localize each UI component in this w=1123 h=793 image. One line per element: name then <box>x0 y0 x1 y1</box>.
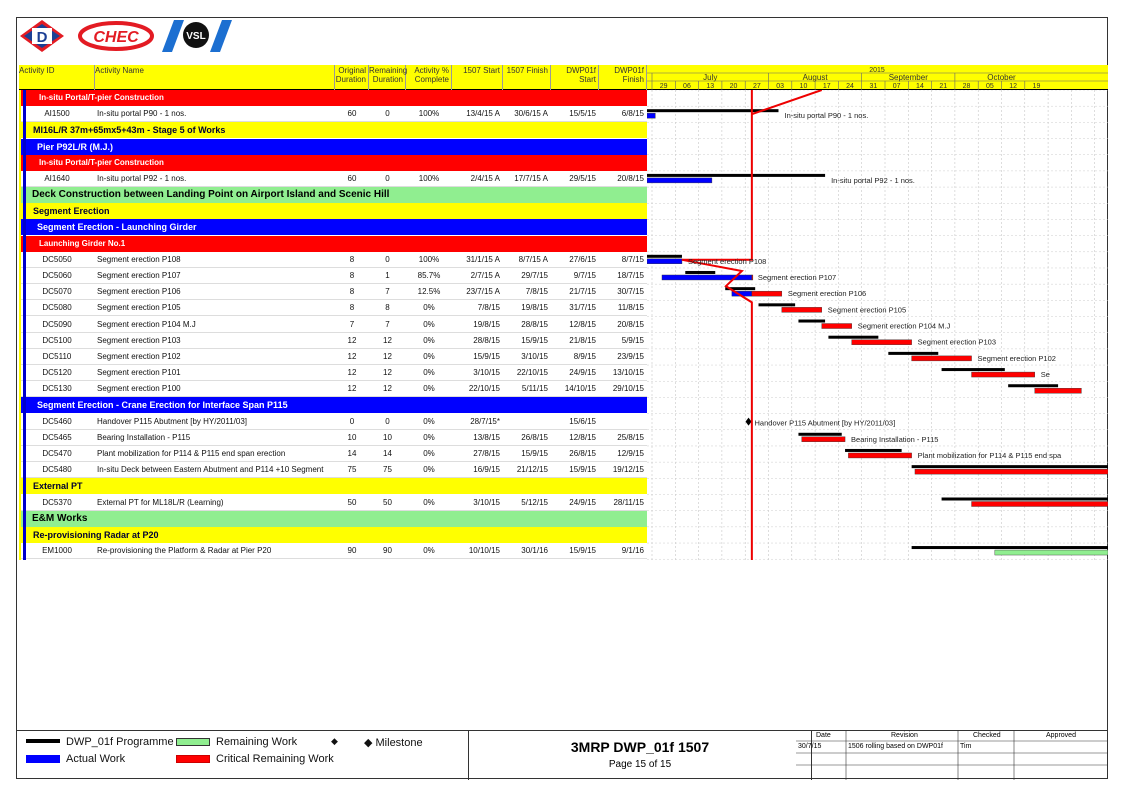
cell-dwp-finish: 8/7/15 <box>621 254 644 264</box>
gantt-bar-label: Bearing Installation - P115 <box>851 434 939 444</box>
revision-block <box>796 731 1108 780</box>
cell-activity-name: Re-provisioning the Platform & Radar at Pier P20 <box>97 546 272 556</box>
timeline-week: 20 <box>729 83 738 90</box>
cell-dwp-finish: 25/8/15 <box>617 432 644 442</box>
svg-text:D: D <box>36 29 48 46</box>
cell-original-duration: 75 <box>347 465 357 475</box>
group-band-yellow[interactable]: Segment Erection <box>19 203 647 219</box>
cell-activity-id: DC5070 <box>42 287 72 297</box>
gantt-baseline-bar <box>685 271 715 274</box>
legend-milestone: ◆ Milestone <box>364 737 423 749</box>
table-row[interactable] <box>19 430 647 446</box>
cell-finish-1507: 15/9/15 <box>521 448 548 458</box>
cell-remaining-duration: 90 <box>383 546 392 556</box>
cell-dwp-finish: 11/8/15 <box>617 303 644 313</box>
cell-dwp-finish: 13/10/15 <box>612 368 644 378</box>
cell-activity-id: DC5120 <box>42 368 72 378</box>
gantt-critical-bar <box>752 291 782 296</box>
gantt-bar-label: Se <box>1040 370 1050 380</box>
cell-start-1507: 28/7/15* <box>470 416 500 426</box>
table-row[interactable] <box>19 106 647 122</box>
timeline-week: 03 <box>776 83 785 90</box>
gantt-bar-label: In-situ portal P92 - 1 nos. <box>831 175 915 185</box>
cell-remaining-duration: 12 <box>383 351 392 361</box>
timeline-month: August <box>802 73 828 82</box>
cell-activity-id: DC5370 <box>42 497 72 507</box>
table-row[interactable] <box>19 333 647 349</box>
legend-milestone-glyph: ◆ <box>331 736 338 746</box>
cell-dwp-start: 21/8/15 <box>569 335 596 345</box>
gantt-critical-bar <box>972 502 1108 507</box>
gantt-critical-bar <box>752 275 753 280</box>
cell-activity-name: Handover P115 Abutment [by HY/2011/03] <box>97 416 248 426</box>
gantt-baseline-bar <box>759 303 796 306</box>
cell-dwp-finish: 30/7/15 <box>617 287 644 297</box>
cell-activity-name: Segment erection P100 <box>97 384 181 394</box>
cell-percent-complete: 0% <box>423 465 435 475</box>
table-row[interactable] <box>19 268 647 284</box>
cell-remaining-duration: 10 <box>383 432 392 442</box>
cell-finish-1507: 7/8/15 <box>525 287 548 297</box>
timeline-week: 05 <box>985 83 994 90</box>
gantt-actual-bar <box>647 259 682 264</box>
cell-dwp-start: 12/8/15 <box>569 432 596 442</box>
cell-original-duration: 12 <box>347 384 357 394</box>
cell-dwp-start: 15/9/15 <box>569 546 596 556</box>
cell-activity-name: In-situ portal P92 - 1 nos. <box>97 173 187 183</box>
timeline-week: 07 <box>892 83 901 90</box>
table-row[interactable] <box>19 171 647 187</box>
cell-activity-id: DC5480 <box>42 465 72 475</box>
cell-dwp-start: 14/10/15 <box>564 384 596 394</box>
page-number: Page 15 of 15 <box>608 759 672 770</box>
cell-dwp-finish: 28/11/15 <box>613 497 644 507</box>
col-dwp-start[interactable]: DWP01f Start <box>551 65 599 90</box>
cell-activity-name: Segment erection P108 <box>97 254 181 264</box>
gantt-baseline-bar <box>647 255 682 258</box>
cell-dwp-finish: 20/8/15 <box>617 173 644 183</box>
cell-percent-complete: 0% <box>423 319 435 329</box>
cell-dwp-start: 31/7/15 <box>569 303 596 313</box>
col-dwp-finish[interactable]: DWP01f Finish <box>599 65 647 90</box>
table-row[interactable] <box>19 414 647 430</box>
cell-activity-name: Segment erection P101 <box>97 368 181 378</box>
cell-percent-complete: 100% <box>418 109 440 119</box>
gantt-actual-bar <box>662 275 752 280</box>
gantt-baseline-bar <box>828 336 878 339</box>
cell-activity-name: Segment erection P102 <box>97 351 181 361</box>
footer <box>16 730 1108 780</box>
cell-start-1507: 16/9/15 <box>473 465 500 475</box>
cell-dwp-start: 9/7/15 <box>573 270 596 280</box>
cell-original-duration: 12 <box>347 351 357 361</box>
timeline-week: 31 <box>869 83 878 90</box>
cell-dwp-finish: 6/8/15 <box>621 109 644 119</box>
group-band-blue[interactable]: Segment Erection - Launching Girder <box>19 219 647 235</box>
cell-activity-name: Segment erection P105 <box>97 303 181 313</box>
cell-start-1507: 2/4/15 A <box>470 173 500 183</box>
group-band-red[interactable]: In-situ Portal/T-pier Construction <box>19 90 647 106</box>
cell-finish-1507: 15/9/15 <box>521 335 548 345</box>
cell-start-1507: 15/9/15 <box>473 351 500 361</box>
timeline-week: 17 <box>822 83 831 90</box>
cell-percent-complete: 100% <box>418 254 440 264</box>
cell-dwp-finish: 19/12/15 <box>612 465 644 475</box>
cell-dwp-start: 21/7/15 <box>569 287 596 297</box>
rev-description: 1506 rolling based on DWP01f <box>848 743 943 750</box>
svg-text:VSL: VSL <box>186 31 206 42</box>
col-1507-start[interactable]: 1507 Start <box>452 65 503 90</box>
group-band-blue[interactable]: Segment Erection - Crane Erection for Interface Span P115 <box>19 397 647 413</box>
cell-remaining-duration: 0 <box>385 173 390 183</box>
table-row[interactable] <box>19 462 647 478</box>
col-activity-id[interactable]: Activity ID <box>19 65 95 90</box>
gantt-baseline-bar <box>845 449 902 452</box>
rev-header-date: Date <box>816 732 831 739</box>
cell-original-duration: 50 <box>347 497 357 507</box>
gantt-baseline-bar <box>798 320 825 323</box>
cell-activity-name: Plant mobilization for P114 & P115 end span erection <box>97 448 286 458</box>
group-band-yellow[interactable]: MI16L/R 37m+65mx5+43m - Stage 5 of Works <box>19 122 647 138</box>
timeline-week: 28 <box>962 83 971 90</box>
legend-remaining: Remaining Work <box>216 736 298 748</box>
cell-remaining-duration: 50 <box>383 497 392 507</box>
col-1507-finish[interactable]: 1507 Finish <box>503 65 551 90</box>
document-title: 3MRP DWP_01f 1507 <box>570 739 710 755</box>
left-indicator-yellow <box>19 90 21 560</box>
cell-finish-1507 <box>503 414 548 430</box>
cell-dwp-finish: 23/9/15 <box>617 351 644 361</box>
cell-start-1507: 13/4/15 A <box>466 109 500 119</box>
left-indicator-bar <box>23 90 26 560</box>
cell-start-1507: 3/10/15 <box>473 368 500 378</box>
cell-remaining-duration: 0 <box>385 416 390 426</box>
cell-start-1507: 10/10/15 <box>468 546 500 556</box>
table-row[interactable] <box>19 300 647 316</box>
table-row[interactable] <box>19 543 647 559</box>
cell-percent-complete: 0% <box>423 368 435 378</box>
cell-start-1507: 3/10/15 <box>473 497 500 507</box>
cell-start-1507: 13/8/15 <box>473 432 500 442</box>
cell-activity-name: Bearing Installation - P115 <box>97 432 191 442</box>
group-band-green[interactable]: Deck Construction between Landing Point on Airport Island and Scenic Hill <box>19 187 647 203</box>
legend-actual: Actual Work <box>66 753 126 765</box>
gantt-bar-label: Handover P115 Abutment [by HY/2011/03] <box>754 418 896 428</box>
timeline-week: 19 <box>1032 83 1041 90</box>
timeline-month: July <box>703 73 718 82</box>
cell-activity-name: Segment erection P103 <box>97 335 181 345</box>
cell-activity-id: DC5110 <box>42 351 72 361</box>
timeline-week: 14 <box>916 83 924 90</box>
gantt-critical-bar <box>852 340 912 345</box>
rev-checked: Tim <box>960 743 972 750</box>
cell-dwp-finish <box>599 414 644 430</box>
cell-activity-id: DC5100 <box>42 335 72 345</box>
gantt-baseline-bar <box>1008 384 1058 387</box>
legend-dwp-line <box>26 739 60 743</box>
rev-header-approved: Approved <box>1046 732 1076 739</box>
timeline-week: 21 <box>939 83 948 90</box>
cell-finish-1507: 5/12/15 <box>521 497 548 507</box>
gantt-bar-label: Segment erection P103 <box>917 337 997 347</box>
cell-dwp-start: 15/6/15 <box>569 416 596 426</box>
cell-dwp-start: 26/8/15 <box>569 448 596 458</box>
cell-dwp-start: 8/9/15 <box>573 351 596 361</box>
cell-finish-1507: 8/7/15 A <box>518 254 548 264</box>
chec-logo <box>76 20 156 52</box>
legend-critical-box <box>176 755 210 763</box>
cell-percent-complete: 0% <box>423 351 435 361</box>
cell-dwp-finish: 12/9/15 <box>617 448 644 458</box>
cell-activity-name: Segment erection P106 <box>97 287 181 297</box>
table-row[interactable] <box>19 365 647 381</box>
group-band-red[interactable]: In-situ Portal/T-pier Construction <box>19 155 647 171</box>
cell-finish-1507: 29/7/15 <box>521 270 548 280</box>
cell-percent-complete: 0% <box>423 384 435 394</box>
cell-dwp-start: 24/9/15 <box>569 368 596 378</box>
gantt-bar-label: Segment erection P105 <box>827 305 907 315</box>
cell-start-1507: 23/7/15 A <box>466 287 500 297</box>
cell-percent-complete: 0% <box>423 335 435 345</box>
table-row[interactable] <box>19 349 647 365</box>
cell-activity-id: DC5130 <box>42 384 72 394</box>
cell-remaining-duration: 7 <box>385 287 390 297</box>
gantt-actual-bar <box>647 178 712 183</box>
group-band-blue[interactable]: Pier P92L/R (M.J.) <box>19 139 647 155</box>
timeline-month: September <box>888 73 928 82</box>
cell-original-duration: 0 <box>349 416 355 426</box>
cell-activity-id: DC5460 <box>42 416 72 426</box>
cell-start-1507: 22/10/15 <box>468 384 500 394</box>
cell-original-duration: 8 <box>349 303 355 313</box>
cell-percent-complete: 0% <box>423 432 435 442</box>
cell-finish-1507: 19/8/15 <box>521 303 548 313</box>
cell-finish-1507: 21/12/15 <box>516 465 548 475</box>
timeline-week: 10 <box>799 83 808 90</box>
timeline-year: 2015 <box>869 67 885 74</box>
cell-activity-id: DC5080 <box>42 303 72 313</box>
cell-finish-1507: 30/1/16 <box>521 546 548 556</box>
cell-original-duration: 8 <box>349 254 355 264</box>
gantt-critical-bar <box>802 437 845 442</box>
gantt-bar-label: Segment erection P107 <box>757 272 837 282</box>
cell-dwp-start: 15/5/15 <box>569 109 596 119</box>
cell-percent-complete: 85.7% <box>417 270 441 280</box>
cell-original-duration: 60 <box>347 173 357 183</box>
gantt-baseline-bar <box>912 546 1108 549</box>
cell-activity-id: DC5090 <box>42 319 72 329</box>
cell-start-1507: 27/8/15 <box>473 448 500 458</box>
cell-original-duration: 90 <box>347 546 357 556</box>
table-row[interactable] <box>19 284 647 300</box>
cell-dwp-start: 24/9/15 <box>569 497 596 507</box>
timeline-week: 12 <box>1009 83 1018 90</box>
cell-remaining-duration: 1 <box>385 270 390 280</box>
cell-dwp-finish: 18/7/15 <box>617 270 644 280</box>
cell-remaining-duration: 0 <box>385 254 390 264</box>
cell-start-1507: 31/1/15 A <box>466 254 500 264</box>
timeline-week: 06 <box>683 83 691 90</box>
cell-percent-complete: 12.5% <box>417 287 441 297</box>
cell-activity-name: Segment erection P104 M.J <box>97 319 196 329</box>
title-block <box>468 731 812 780</box>
gantt-critical-bar <box>822 324 852 329</box>
group-band-red[interactable]: Launching Girder No.1 <box>19 236 647 252</box>
gantt-baseline-bar <box>647 174 825 177</box>
cell-original-duration: 8 <box>349 270 355 280</box>
timeline-week: 13 <box>706 83 715 90</box>
cell-finish-1507: 28/8/15 <box>521 319 548 329</box>
legend-actual-box <box>26 755 60 763</box>
cell-activity-id: DC5050 <box>42 254 72 264</box>
cell-dwp-start: 15/9/15 <box>569 465 596 475</box>
cell-dwp-finish: 5/9/15 <box>621 335 644 345</box>
gantt-bar-label: In-situ portal P90 - 1 nos. <box>784 111 869 121</box>
rev-date: 30/7/15 <box>798 743 822 750</box>
gantt-critical-bar <box>848 453 911 458</box>
gantt-baseline-bar <box>942 498 1108 501</box>
cell-activity-id: EM1000 <box>42 546 72 556</box>
legend-remaining-box <box>176 738 210 746</box>
cell-dwp-start: 27/6/15 <box>569 254 596 264</box>
logo-area <box>18 18 218 64</box>
cell-remaining-duration: 8 <box>385 303 390 313</box>
cell-activity-name: Segment erection P107 <box>97 270 181 280</box>
cell-start-1507: 2/7/15 A <box>470 270 500 280</box>
gantt-bar-label: Segment erection P106 <box>787 289 867 299</box>
group-band-green[interactable]: E&M Works <box>19 511 647 527</box>
timeline-week: 27 <box>752 83 761 90</box>
cell-remaining-duration: 12 <box>383 335 392 345</box>
cell-activity-name: External PT for ML18L/R (Learning) <box>97 497 224 507</box>
cell-remaining-duration: 12 <box>383 368 392 378</box>
cell-activity-name: In-situ Deck between Eastern Abutment and P114 +10 Segment <box>97 465 324 475</box>
cell-finish-1507: 26/8/15 <box>521 432 548 442</box>
table-row[interactable] <box>19 495 647 511</box>
cell-dwp-start: 12/8/15 <box>569 319 596 329</box>
gantt-bar-label: Segment erection P102 <box>977 353 1056 363</box>
cell-remaining-duration: 7 <box>385 319 390 329</box>
table-row[interactable] <box>19 252 647 268</box>
cell-percent-complete: 100% <box>418 173 440 183</box>
gantt-baseline-bar <box>888 352 938 355</box>
cell-activity-id: AI1500 <box>44 109 70 119</box>
col-original-duration[interactable]: Original Duration <box>335 65 369 90</box>
gantt-baseline-bar <box>942 368 1005 371</box>
cell-finish-1507: 22/10/15 <box>516 368 548 378</box>
cell-activity-id: DC5465 <box>42 432 72 442</box>
cell-percent-complete: 0% <box>423 416 435 426</box>
milestone-marker <box>746 418 752 426</box>
gantt-critical-bar <box>972 372 1035 377</box>
vsl-logo <box>162 20 232 52</box>
cell-finish-1507: 3/10/15 <box>521 351 548 361</box>
cell-original-duration: 10 <box>347 432 357 442</box>
group-band-yellow[interactable]: External PT <box>19 478 647 494</box>
cell-remaining-duration: 12 <box>383 384 392 394</box>
cell-original-duration: 7 <box>349 319 355 329</box>
cell-start-1507: 7/8/15 <box>477 303 500 313</box>
legend-critical: Critical Remaining Work <box>216 753 334 765</box>
svg-text:CHEC: CHEC <box>93 29 139 46</box>
cell-remaining-duration: 14 <box>383 448 392 458</box>
cell-finish-1507: 17/7/15 A <box>514 173 548 183</box>
rev-header-revision: Revision <box>891 732 918 739</box>
col-remaining-duration[interactable]: Remaining Duration <box>369 65 406 90</box>
timeline-week: 29 <box>659 83 668 90</box>
gantt-bar-label: Plant mobilization for P114 & P115 end spa <box>917 450 1062 460</box>
gantt-critical-bar <box>1035 388 1082 393</box>
cell-activity-name: In-situ portal P90 - 1 nos. <box>97 109 187 119</box>
progress-line <box>682 90 752 560</box>
col-activity-complete[interactable]: Activity % Complete <box>406 65 452 90</box>
gantt-bar-label: Segment erection P108 <box>687 256 767 266</box>
cell-percent-complete: 0% <box>423 448 435 458</box>
cell-start-1507: 19/8/15 <box>473 319 500 329</box>
cell-original-duration: 14 <box>347 448 357 458</box>
rev-header-checked: Checked <box>973 732 1001 739</box>
cell-remaining-duration: 0 <box>385 109 390 119</box>
gantt-chart <box>647 90 1108 560</box>
cell-start-1507: 28/8/15 <box>473 335 500 345</box>
cell-dwp-finish: 20/8/15 <box>617 319 644 329</box>
col-activity-name[interactable]: Activity Name <box>95 65 335 90</box>
cell-original-duration: 12 <box>347 335 357 345</box>
cell-dwp-finish: 9/1/16 <box>621 546 644 556</box>
timeline-header <box>647 65 1108 90</box>
cell-activity-id: DC5470 <box>42 448 72 458</box>
cell-percent-complete: 0% <box>423 497 435 507</box>
legend-dwp: DWP_01f Programme <box>66 736 174 748</box>
group-band-yellow[interactable]: Re-provisioning Radar at P20 <box>19 527 647 543</box>
cell-finish-1507: 30/6/15 A <box>514 109 548 119</box>
cell-remaining-duration: 75 <box>383 465 392 475</box>
gantt-baseline-bar <box>912 465 1108 468</box>
table-row[interactable] <box>19 317 647 333</box>
gantt-bar-label: Segment erection P104 M.J <box>857 321 951 331</box>
gantt-remaining-bar <box>995 550 1108 555</box>
cell-percent-complete: 0% <box>423 303 435 313</box>
gantt-critical-bar <box>912 356 972 361</box>
timeline-month: October <box>987 73 1016 82</box>
cell-dwp-finish: 29/10/15 <box>612 384 644 394</box>
cell-finish-1507: 5/11/15 <box>521 384 548 394</box>
table-row[interactable] <box>19 446 647 462</box>
cell-activity-id: AI1640 <box>44 173 70 183</box>
cell-activity-id: DC5060 <box>42 270 72 280</box>
gantt-critical-bar <box>915 469 1108 474</box>
cell-dwp-start: 29/5/15 <box>569 173 596 183</box>
cell-percent-complete: 0% <box>423 546 435 556</box>
table-row[interactable] <box>19 381 647 397</box>
gantt-baseline-bar <box>798 433 841 436</box>
gantt-actual-bar <box>647 113 655 118</box>
dragages-logo <box>20 20 64 52</box>
gantt-critical-bar <box>782 307 822 312</box>
cell-original-duration: 60 <box>347 109 357 119</box>
cell-original-duration: 8 <box>349 287 355 297</box>
cell-original-duration: 12 <box>347 368 357 378</box>
timeline-week: 24 <box>846 83 854 90</box>
